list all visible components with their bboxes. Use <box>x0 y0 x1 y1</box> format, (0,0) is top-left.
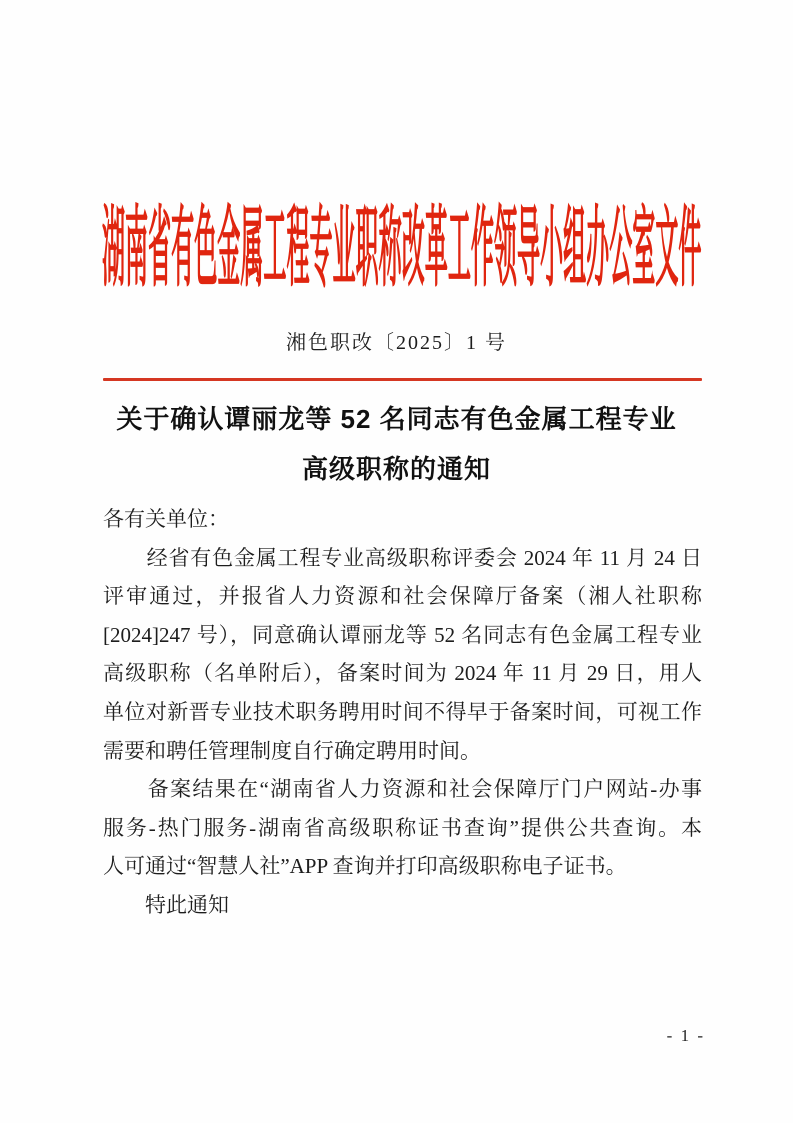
body-text-line: 人可通过“智慧人社”APP 查询并打印高级职称电子证书。 <box>103 854 627 879</box>
red-header-banner <box>102 201 702 298</box>
body-text-line: 评审通过，并报省人力资源和社会保障厅备案（湘人社职称 <box>103 584 702 609</box>
red-divider-line <box>103 378 702 381</box>
body-text-line: 经省有色金属工程专业高级职称评委会 2024 年 11 月 24 日 <box>103 545 702 570</box>
body-text-line: 单位对新晋专业技术职务聘用时间不得早于备案时间，可视工作 <box>103 699 702 724</box>
body-text-line: 备案结果在“湖南省人力资源和社会保障厅门户网站-办事 <box>103 777 702 802</box>
document-reference-number: 湘色职改〔2025〕1 号 <box>286 332 507 354</box>
body-text-line: [2024]247 号），同意确认谭丽龙等 52 名同志有色金属工程专业 <box>103 622 702 647</box>
body-text-line: 各有关单位： <box>103 507 229 531</box>
notice-title <box>0 394 793 494</box>
notice-title-line2: 高级职称的通知 <box>301 454 491 484</box>
body-text-line: 需要和聘任管理制度自行确定聘用时间。 <box>103 738 481 763</box>
body-text-line: 服务-热门服务-湖南省高级职称证书查询”提供公共查询。本 <box>103 815 702 840</box>
notice-title-line1: 关于确认谭丽龙等 52 名同志有色金属工程专业 <box>116 404 677 434</box>
body-text-line: 特此通知 <box>103 892 229 917</box>
notice-body <box>103 500 702 925</box>
issuing-office-masthead: 湖南省有色金属工程专业职称改革工作领导小组办公室文件 <box>102 201 702 298</box>
page-number: - 1 - <box>666 1026 705 1045</box>
body-text-line: 高级职称（名单附后），备案时间为 2024 年 11 月 29 日，用人 <box>103 661 702 686</box>
